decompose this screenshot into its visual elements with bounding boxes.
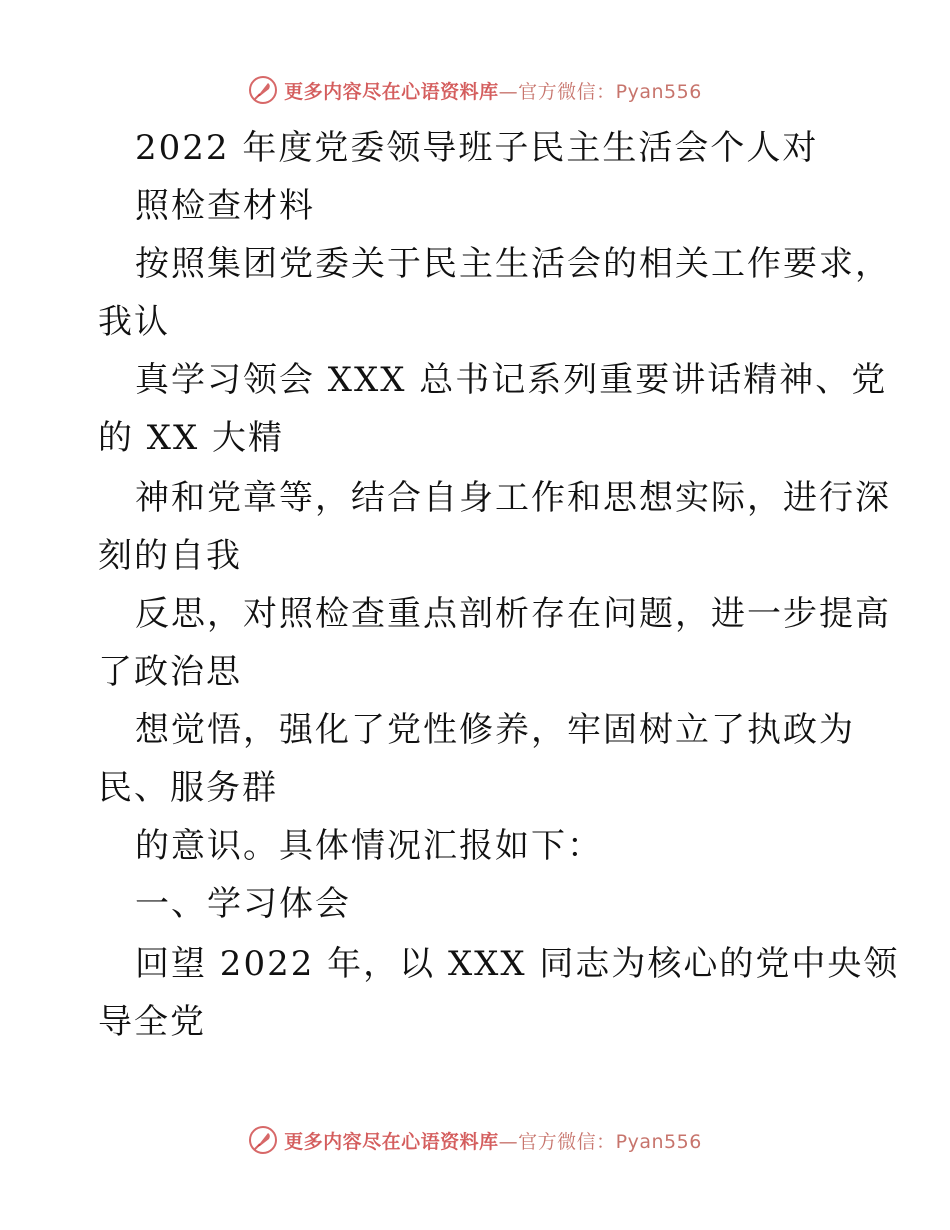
document-title-line-2: 照检查材料 bbox=[135, 186, 315, 226]
section-heading: 一、学习体会 bbox=[135, 884, 351, 924]
watermark-main-text: 更多内容尽在心语资料库 bbox=[284, 1130, 499, 1153]
document-title-line-1: 2022 年度党委领导班子民主生活会个人对 bbox=[135, 128, 819, 168]
paragraph-line: 民、服务群 bbox=[98, 768, 278, 808]
paragraph-line: 刻的自我 bbox=[98, 536, 242, 576]
paragraph-line: 真学习领会 XXX 总书记系列重要讲话精神、党 bbox=[135, 360, 888, 400]
paragraph-line: 想觉悟，强化了党性修养，牢固树立了执政为 bbox=[135, 710, 855, 750]
paragraph-line: 的意识。具体情况汇报如下： bbox=[135, 826, 603, 866]
paragraph-line: 按照集团党委关于民主生活会的相关工作要求， bbox=[135, 244, 891, 284]
paragraph-line: 我认 bbox=[98, 302, 170, 342]
footer-watermark bbox=[0, 1120, 950, 1160]
paragraph-line: 导全党 bbox=[98, 1002, 206, 1042]
paragraph-line: 的 XX 大精 bbox=[98, 418, 285, 458]
paragraph-line: 神和党章等，结合自身工作和思想实际，进行深 bbox=[135, 478, 891, 518]
paragraph-line: 了政治思 bbox=[98, 652, 242, 692]
paragraph-line: 反思，对照检查重点剖析存在问题，进一步提高 bbox=[135, 594, 891, 634]
feather-quill-logo-icon bbox=[248, 1125, 278, 1155]
paragraph-line: 回望 2022 年，以 XXX 同志为核心的党中央领 bbox=[135, 944, 900, 984]
watermark-sub-text: —官方微信：Pyan556 bbox=[498, 80, 702, 103]
watermark-sub-text: —官方微信：Pyan556 bbox=[498, 1130, 702, 1153]
watermark-main-text: 更多内容尽在心语资料库 bbox=[284, 80, 499, 103]
watermark-text bbox=[284, 1127, 702, 1154]
